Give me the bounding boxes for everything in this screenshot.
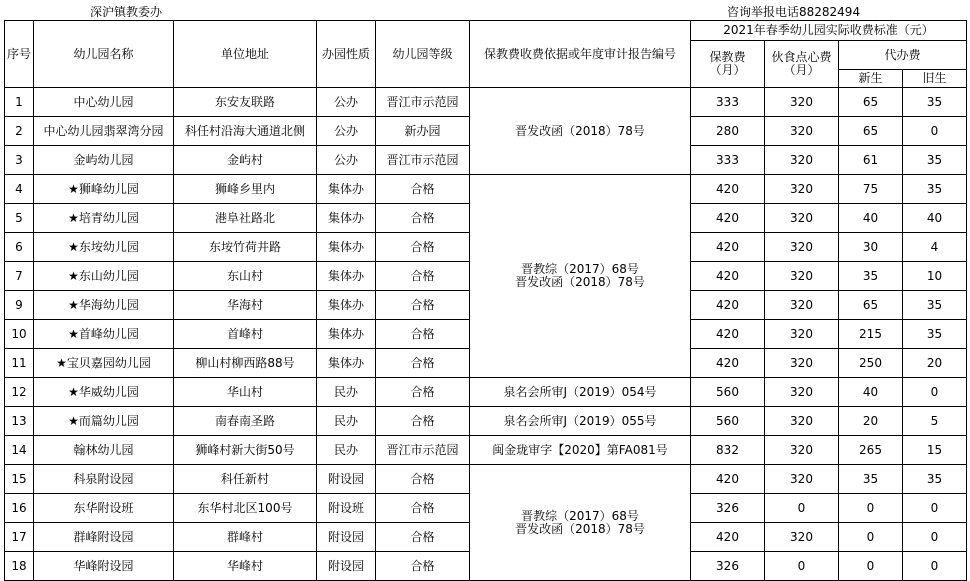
cell-name: ★宝贝嘉园幼儿园 — [34, 349, 174, 378]
cell-grade: 合格 — [376, 262, 470, 291]
table-row — [5, 407, 967, 436]
cell-old: 0 — [903, 117, 967, 146]
cell-name: ★首峰幼儿园 — [34, 320, 174, 349]
cell-new: 40 — [839, 378, 903, 407]
cell-tuition: 420 — [691, 320, 765, 349]
sheet-top-bar — [0, 0, 970, 20]
cell-address: 首峰村 — [174, 320, 317, 349]
cell-tuition: 420 — [691, 465, 765, 494]
cell-name: 翰林幼儿园 — [34, 436, 174, 465]
cell-seq: 2 — [5, 117, 34, 146]
cell-old: 35 — [903, 88, 967, 117]
header-old: 旧生 — [903, 70, 967, 88]
cell-new: 0 — [839, 523, 903, 552]
cell-tuition: 832 — [691, 436, 765, 465]
cell-name: 中心幼儿园 — [34, 88, 174, 117]
cell-grade: 晋江市示范园 — [376, 88, 470, 117]
cell-meals: 320 — [765, 146, 839, 175]
cell-grade: 晋江市示范园 — [376, 146, 470, 175]
cell-basis: 晋教综（2017）68号 晋发改函（2018）78号 — [470, 175, 691, 378]
cell-tuition: 280 — [691, 117, 765, 146]
cell-seq: 5 — [5, 204, 34, 233]
cell-address: 华山村 — [174, 378, 317, 407]
cell-meals: 320 — [765, 117, 839, 146]
cell-nature: 集体办 — [317, 262, 376, 291]
cell-name: 群峰附设园 — [34, 523, 174, 552]
cell-nature: 集体办 — [317, 204, 376, 233]
cell-nature: 集体办 — [317, 320, 376, 349]
cell-tuition: 326 — [691, 494, 765, 523]
header-seq: 序号 — [5, 21, 34, 88]
cell-address: 东华村北区100号 — [174, 494, 317, 523]
header-nature: 办园性质 — [317, 21, 376, 88]
header-basis: 保教费收费依据或年度审计报告编号 — [470, 21, 691, 88]
cell-old: 0 — [903, 378, 967, 407]
header-tuition: 保教费 （月） — [691, 41, 765, 88]
cell-new: 0 — [839, 552, 903, 581]
cell-meals: 320 — [765, 204, 839, 233]
cell-tuition: 420 — [691, 204, 765, 233]
org-name: 深沪镇教委办 — [90, 5, 163, 19]
cell-meals: 320 — [765, 175, 839, 204]
cell-seq: 11 — [5, 349, 34, 378]
cell-tuition: 333 — [691, 88, 765, 117]
header-meals: 伙食点心费 （月） — [765, 41, 839, 88]
cell-name: ★东垵幼儿园 — [34, 233, 174, 262]
fee-table — [4, 20, 967, 581]
cell-old: 15 — [903, 436, 967, 465]
cell-new: 65 — [839, 88, 903, 117]
cell-meals: 320 — [765, 349, 839, 378]
cell-name: 华峰附设园 — [34, 552, 174, 581]
cell-nature: 公办 — [317, 117, 376, 146]
cell-new: 35 — [839, 262, 903, 291]
cell-nature: 集体办 — [317, 175, 376, 204]
cell-grade: 合格 — [376, 552, 470, 581]
cell-tuition: 560 — [691, 407, 765, 436]
cell-nature: 附设园 — [317, 465, 376, 494]
cell-address: 科任新村 — [174, 465, 317, 494]
cell-grade: 合格 — [376, 465, 470, 494]
cell-address: 东山村 — [174, 262, 317, 291]
cell-grade: 合格 — [376, 523, 470, 552]
cell-seq: 12 — [5, 378, 34, 407]
cell-seq: 4 — [5, 175, 34, 204]
cell-meals: 320 — [765, 407, 839, 436]
header-address: 单位地址 — [174, 21, 317, 88]
cell-old: 5 — [903, 407, 967, 436]
cell-new: 265 — [839, 436, 903, 465]
cell-meals: 0 — [765, 552, 839, 581]
cell-address: 金屿村 — [174, 146, 317, 175]
cell-seq: 14 — [5, 436, 34, 465]
cell-tuition: 420 — [691, 233, 765, 262]
table-row — [5, 175, 967, 204]
cell-address: 东安友联路 — [174, 88, 317, 117]
cell-old: 0 — [903, 552, 967, 581]
cell-name: 中心幼儿园翡翠湾分园 — [34, 117, 174, 146]
cell-seq: 6 — [5, 233, 34, 262]
cell-tuition: 420 — [691, 349, 765, 378]
cell-nature: 集体办 — [317, 233, 376, 262]
cell-grade: 合格 — [376, 233, 470, 262]
cell-new: 215 — [839, 320, 903, 349]
cell-old: 0 — [903, 523, 967, 552]
cell-old: 10 — [903, 262, 967, 291]
table-row — [5, 378, 967, 407]
cell-meals: 320 — [765, 262, 839, 291]
cell-address: 华峰村 — [174, 552, 317, 581]
cell-name: ★而篇幼儿园 — [34, 407, 174, 436]
cell-name: 金屿幼儿园 — [34, 146, 174, 175]
cell-old: 35 — [903, 175, 967, 204]
cell-basis: 晋发改函（2018）78号 — [470, 88, 691, 175]
cell-old: 35 — [903, 465, 967, 494]
cell-nature: 公办 — [317, 88, 376, 117]
cell-name: 科泉附设园 — [34, 465, 174, 494]
cell-name: 东华附设班 — [34, 494, 174, 523]
cell-nature: 附设园 — [317, 552, 376, 581]
cell-new: 35 — [839, 465, 903, 494]
cell-name: ★华海幼儿园 — [34, 291, 174, 320]
cell-new: 65 — [839, 291, 903, 320]
cell-grade: 合格 — [376, 407, 470, 436]
header-name: 幼儿园名称 — [34, 21, 174, 88]
cell-new: 0 — [839, 494, 903, 523]
cell-name: ★华威幼儿园 — [34, 378, 174, 407]
cell-nature: 集体办 — [317, 349, 376, 378]
cell-meals: 320 — [765, 378, 839, 407]
cell-grade: 晋江市示范园 — [376, 436, 470, 465]
cell-seq: 9 — [5, 291, 34, 320]
header-new: 新生 — [839, 70, 903, 88]
cell-meals: 320 — [765, 523, 839, 552]
cell-address: 柳山村柳西路88号 — [174, 349, 317, 378]
header-row-1 — [5, 21, 967, 41]
cell-name: ★东山幼儿园 — [34, 262, 174, 291]
cell-nature: 附设班 — [317, 494, 376, 523]
cell-address: 科任村沿海大通道北侧 — [174, 117, 317, 146]
cell-grade: 合格 — [376, 378, 470, 407]
cell-new: 65 — [839, 117, 903, 146]
cell-old: 4 — [903, 233, 967, 262]
cell-address: 南春南圣路 — [174, 407, 317, 436]
cell-basis: 泉名会所审J（2019）055号 — [470, 407, 691, 436]
cell-seq: 16 — [5, 494, 34, 523]
cell-grade: 新办园 — [376, 117, 470, 146]
cell-meals: 320 — [765, 291, 839, 320]
cell-address: 狮峰村新大街50号 — [174, 436, 317, 465]
cell-meals: 320 — [765, 233, 839, 262]
cell-new: 40 — [839, 204, 903, 233]
cell-name: ★培青幼儿园 — [34, 204, 174, 233]
cell-basis: 晋教综（2017）68号 晋发改函（2018）78号 — [470, 465, 691, 581]
cell-new: 250 — [839, 349, 903, 378]
cell-basis: 泉名会所审J（2019）054号 — [470, 378, 691, 407]
cell-grade: 合格 — [376, 349, 470, 378]
cell-meals: 320 — [765, 88, 839, 117]
cell-tuition: 560 — [691, 378, 765, 407]
cell-tuition: 333 — [691, 146, 765, 175]
cell-new: 75 — [839, 175, 903, 204]
cell-meals: 320 — [765, 320, 839, 349]
header-grade: 幼儿园等级 — [376, 21, 470, 88]
cell-seq: 1 — [5, 88, 34, 117]
cell-nature: 民办 — [317, 436, 376, 465]
cell-grade: 合格 — [376, 320, 470, 349]
cell-tuition: 420 — [691, 175, 765, 204]
table-row — [5, 88, 967, 117]
cell-nature: 公办 — [317, 146, 376, 175]
table-row — [5, 465, 967, 494]
cell-grade: 合格 — [376, 175, 470, 204]
cell-grade: 合格 — [376, 204, 470, 233]
cell-address: 港阜社路北 — [174, 204, 317, 233]
cell-nature: 附设园 — [317, 523, 376, 552]
cell-nature: 民办 — [317, 407, 376, 436]
cell-tuition: 420 — [691, 291, 765, 320]
cell-old: 0 — [903, 494, 967, 523]
cell-nature: 民办 — [317, 378, 376, 407]
cell-address: 东垵竹荷井路 — [174, 233, 317, 262]
cell-tuition: 420 — [691, 262, 765, 291]
cell-tuition: 420 — [691, 523, 765, 552]
table-row — [5, 436, 967, 465]
hotline: 咨询举报电话88282494 — [727, 5, 861, 19]
cell-new: 30 — [839, 233, 903, 262]
cell-old: 40 — [903, 204, 967, 233]
cell-meals: 320 — [765, 465, 839, 494]
cell-seq: 17 — [5, 523, 34, 552]
cell-address: 狮峰乡里内 — [174, 175, 317, 204]
cell-address: 华海村 — [174, 291, 317, 320]
cell-address: 群峰村 — [174, 523, 317, 552]
cell-meals: 0 — [765, 494, 839, 523]
cell-old: 35 — [903, 146, 967, 175]
cell-seq: 3 — [5, 146, 34, 175]
cell-seq: 10 — [5, 320, 34, 349]
cell-new: 20 — [839, 407, 903, 436]
cell-seq: 18 — [5, 552, 34, 581]
cell-name: ★狮峰幼儿园 — [34, 175, 174, 204]
cell-nature: 集体办 — [317, 291, 376, 320]
cell-grade: 合格 — [376, 291, 470, 320]
cell-seq: 15 — [5, 465, 34, 494]
cell-old: 35 — [903, 320, 967, 349]
cell-basis: 闽金珑审字【2020】第FA081号 — [470, 436, 691, 465]
cell-seq: 13 — [5, 407, 34, 436]
cell-meals: 320 — [765, 436, 839, 465]
cell-new: 61 — [839, 146, 903, 175]
cell-old: 20 — [903, 349, 967, 378]
header-standard-group: 2021年春季幼儿园实际收费标准（元） — [691, 21, 967, 41]
cell-seq: 7 — [5, 262, 34, 291]
cell-old: 35 — [903, 291, 967, 320]
header-agency: 代办费 — [839, 41, 967, 70]
cell-tuition: 326 — [691, 552, 765, 581]
cell-grade: 合格 — [376, 494, 470, 523]
